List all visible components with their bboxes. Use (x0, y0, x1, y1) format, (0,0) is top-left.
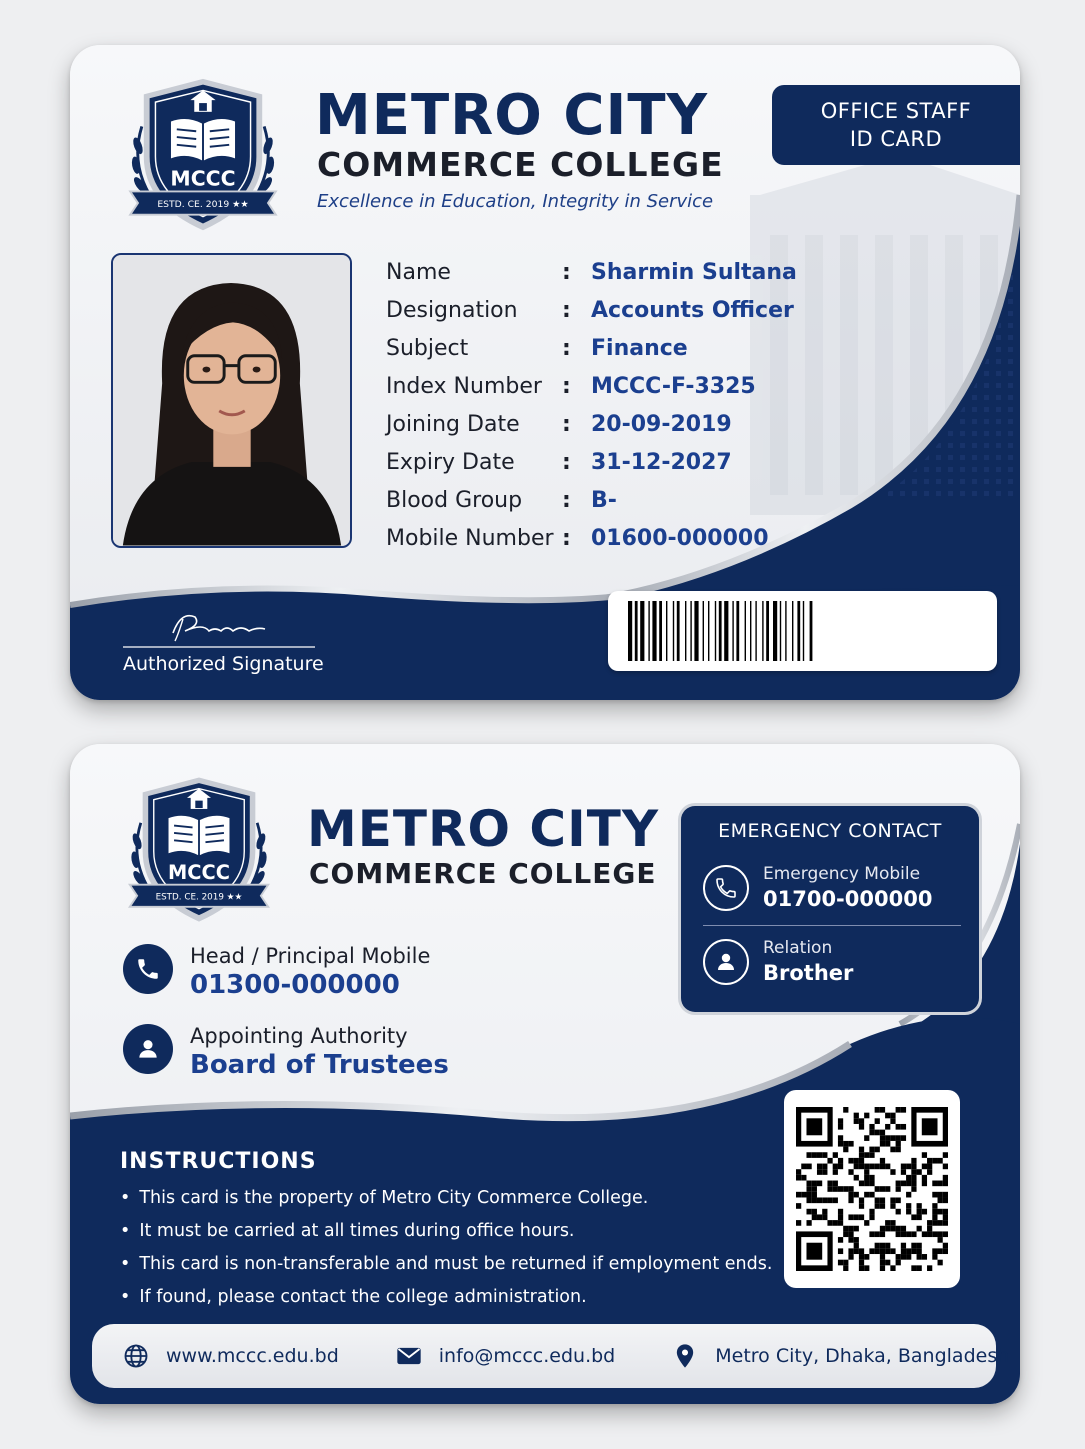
field-label: Index Number (386, 373, 542, 399)
emergency-mobile (703, 864, 932, 911)
staff-photo (111, 253, 352, 548)
globe-icon (122, 1342, 150, 1370)
appointing-authority (123, 1024, 449, 1080)
id-card-front (70, 45, 1020, 700)
badge-line2: ID CARD (849, 127, 943, 151)
principal-mobile-label: Head / Principal Mobile (190, 944, 431, 968)
staff-expiry-date: 31-12-2027 (591, 449, 732, 475)
field-colon: : (562, 487, 571, 513)
field-row-subject (386, 329, 797, 367)
field-row-blood-group (386, 481, 797, 519)
staff-name: Sharmin Sultana (591, 259, 797, 285)
website-text: www.mccc.edu.bd (166, 1345, 339, 1367)
phone-icon (703, 865, 749, 911)
field-label: Name (386, 259, 451, 285)
field-colon: : (562, 373, 571, 399)
card-type-badge (772, 85, 1020, 165)
signature-label: Authorized Signature (123, 653, 324, 675)
field-row-joining-date (386, 405, 797, 443)
email-text: info@mccc.edu.bd (438, 1345, 616, 1367)
instruction-item: • This card is the property of Metro City Commerce College. (120, 1182, 772, 1215)
staff-blood-group: B- (591, 487, 617, 513)
emergency-mobile-label: Emergency Mobile (763, 864, 921, 884)
appointing-authority-value: Board of Trustees (190, 1050, 449, 1080)
field-colon: : (562, 449, 571, 475)
person-icon (123, 1024, 173, 1074)
principal-contact (123, 944, 430, 1000)
field-row-name (386, 253, 797, 291)
staff-mobile-number: 01600-000000 (591, 525, 769, 551)
college-name-line1: METRO CITY (307, 800, 660, 858)
email-link[interactable] (395, 1342, 615, 1370)
field-label: Joining Date (386, 411, 520, 437)
staff-details (386, 253, 797, 557)
field-label: Blood Group (386, 487, 523, 513)
college-crest-icon (118, 73, 288, 238)
qr-code-icon (784, 1090, 960, 1288)
field-row-designation (386, 291, 797, 329)
instructions-list (120, 1182, 772, 1314)
field-row-mobile-number (386, 519, 797, 557)
college-name-line2: COMMERCE COLLEGE (309, 857, 657, 890)
location-pin-icon (671, 1342, 699, 1370)
staff-subject: Finance (591, 335, 688, 361)
contact-footer (92, 1324, 1010, 1388)
crest-initials: MCCC (170, 166, 236, 191)
staff-designation: Accounts Officer (591, 297, 794, 323)
emergency-divider (703, 925, 961, 926)
field-row-expiry-date (386, 443, 797, 481)
emergency-relation-value: Brother (763, 961, 854, 985)
instructions-title: INSTRUCTIONS (120, 1149, 317, 1174)
id-card-back (70, 744, 1020, 1404)
field-colon: : (562, 411, 571, 437)
crest-established: ESTD. CE. 2019 ★★ (157, 198, 249, 210)
field-colon: : (562, 525, 571, 551)
field-colon: : (562, 297, 571, 323)
college-name-line2: COMMERCE COLLEGE (317, 145, 724, 184)
field-row-index-number (386, 367, 797, 405)
staff-joining-date: 20-09-2019 (591, 411, 732, 437)
principal-mobile-value: 01300-000000 (190, 970, 400, 1000)
emergency-relation (703, 938, 853, 985)
instruction-item: • This card is non-transferable and must be returned if employment ends. (120, 1248, 772, 1281)
field-label: Designation (386, 297, 518, 323)
field-label: Subject (386, 335, 469, 361)
phone-icon (123, 944, 173, 994)
college-name-line1: METRO CITY (315, 83, 709, 148)
mail-icon (395, 1342, 423, 1370)
website-link[interactable] (122, 1342, 339, 1370)
staff-index-number: MCCC-F-3325 (591, 373, 756, 399)
field-colon: : (562, 335, 571, 361)
crest-established: ESTD. CE. 2019 ★★ (155, 892, 243, 903)
college-crest-icon (118, 772, 280, 929)
instruction-item: • If found, please contact the college administration. (120, 1281, 772, 1314)
address-item (671, 1342, 1009, 1370)
address-text: Metro City, Dhaka, Bangladesh (715, 1345, 1010, 1367)
instruction-item: • It must be carried at all times during office hours. (120, 1215, 772, 1248)
signature-image (123, 605, 318, 650)
badge-line1: OFFICE STAFF (820, 99, 972, 123)
field-label: Expiry Date (386, 449, 515, 475)
person-icon (703, 939, 749, 985)
field-label: Mobile Number (386, 525, 554, 551)
appointing-authority-label: Appointing Authority (190, 1024, 408, 1048)
crest-initials: MCCC (168, 861, 230, 885)
emergency-contact-panel (681, 806, 979, 1012)
emergency-mobile-value: 01700-000000 (763, 887, 933, 911)
field-colon: : (562, 259, 571, 285)
barcode-icon (608, 591, 997, 671)
emergency-contact-title: EMERGENCY CONTACT (718, 820, 942, 842)
emergency-relation-label: Relation (763, 938, 833, 958)
college-tagline: Excellence in Education, Integrity in Service (317, 191, 714, 212)
